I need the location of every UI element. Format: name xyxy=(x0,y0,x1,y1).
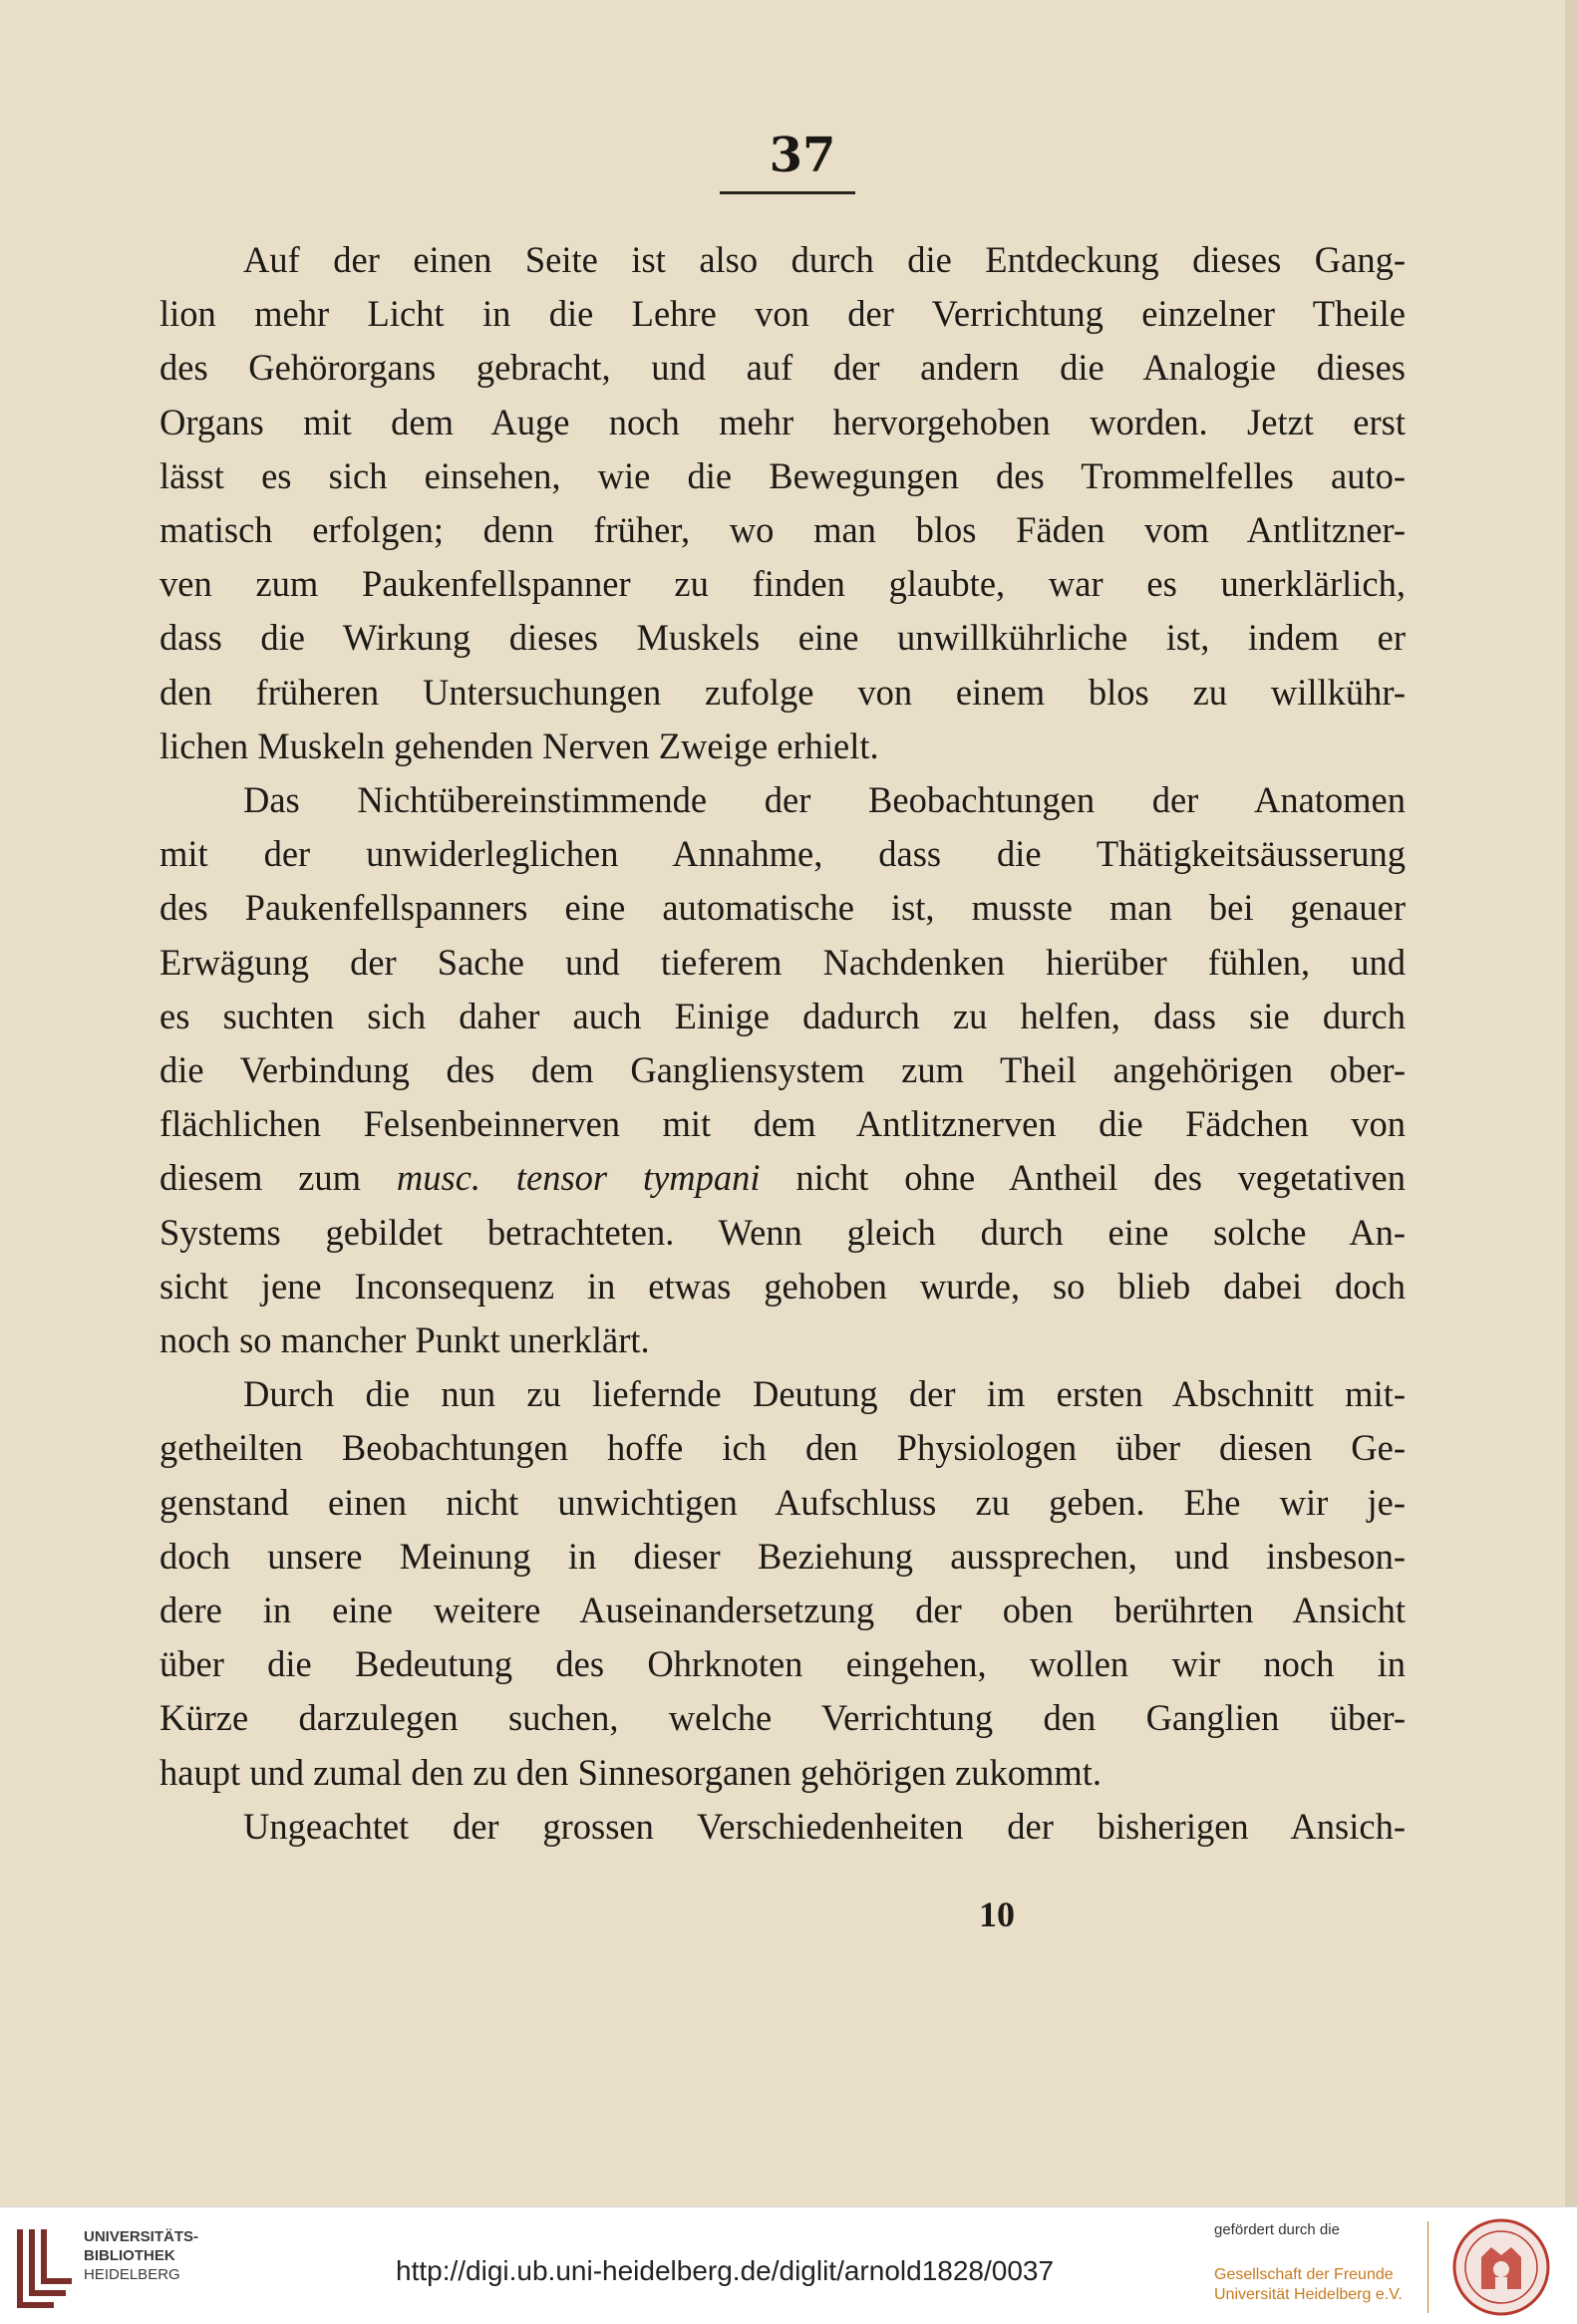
text-line: noch so mancher Punkt unerklärt. xyxy=(159,1319,650,1361)
text-segment: diesem zum xyxy=(159,1157,397,1199)
page-number: 37 xyxy=(769,128,836,183)
text-line: des Gehörorgans gebracht, und auf der andern die Analogie dieses xyxy=(159,347,1406,389)
text-line: es suchten sich daher auch Einige dadurch zu helfen, dass sie durch xyxy=(159,995,1406,1036)
text-segment: nicht ohne Antheil des vegetativen xyxy=(760,1157,1407,1199)
page-edge xyxy=(1565,0,1577,2206)
signature-mark: 10 xyxy=(979,1894,1015,1934)
text-line: die Verbindung des dem Gangliensystem zum Theil angehörigen ober- xyxy=(159,1049,1406,1091)
text-line: lässt es sich einsehen, wie die Bewegungen des Trommelfelles auto- xyxy=(159,454,1406,496)
text-line: genstand einen nicht unwichtigen Aufschluss zu geben. Ehe wir je- xyxy=(159,1481,1406,1523)
text-line: des Paukenfellspanners eine automatische ist, musste man bei genauer xyxy=(159,887,1406,929)
text-line: matisch erfolgen; denn früher, wo man blos Fäden vom Antlitzner- xyxy=(159,509,1406,551)
text-line: Organs mit dem Auge noch mehr hervorgehoben worden. Jetzt erst xyxy=(159,401,1406,442)
header-rule xyxy=(720,191,855,194)
text-line: ven zum Paukenfellspanner zu finden glaubte, war es unerklärlich, xyxy=(159,563,1406,605)
paragraph-2 xyxy=(159,773,1406,1367)
text-line: getheilten Beobachtungen hoffe ich den Physiologen über diesen Ge- xyxy=(159,1427,1406,1469)
text-line: über die Bedeutung des Ohrknoten eingehen, wollen wir noch in xyxy=(159,1643,1406,1685)
text-line: dere in eine weitere Auseinandersetzung der oben berührten Ansicht xyxy=(159,1590,1406,1631)
permalink-url[interactable]: http://digi.ub.uni-heidelberg.de/diglit/arnold1828/0037 xyxy=(396,2255,1055,2286)
library-name-line: UNIVERSITÄTS- xyxy=(84,2228,199,2245)
text-line: doch unsere Meinung in dieser Beziehung aussprechen, und insbeson- xyxy=(159,1535,1406,1577)
text-line: Das Nichtübereinstimmende der Beobachtungen der Anatomen xyxy=(243,779,1406,821)
paragraph-3 xyxy=(159,1367,1406,1800)
sponsor-name xyxy=(1214,2265,1403,2305)
text-line: haupt und zumal den zu den Sinnesorganen gehörigen zukommt. xyxy=(159,1751,1103,1793)
library-name xyxy=(84,2227,198,2284)
body-text xyxy=(159,233,1406,1854)
sponsor-name-line: Gesellschaft der Freunde xyxy=(1214,2266,1394,2283)
sponsor-divider xyxy=(1427,2221,1428,2313)
text-line: Ungeachtet der grossen Verschiedenheiten der bisherigen Ansich- xyxy=(243,1805,1406,1847)
paragraph-1 xyxy=(159,233,1406,773)
text-line: flächlichen Felsenbeinnerven mit dem Antlitznerven die Fädchen von xyxy=(159,1103,1406,1145)
text-line: mit der unwiderleglichen Annahme, dass die Thätigkeitsäusserung xyxy=(159,833,1406,875)
text-line: dass die Wirkung dieses Muskels eine unwillkührliche ist, indem er xyxy=(159,617,1406,659)
library-name-line: HEIDELBERG xyxy=(84,2266,180,2283)
sponsor-intro: gefördert durch die xyxy=(1214,2221,1340,2238)
paragraph-4 xyxy=(159,1800,1406,1854)
italic-latin-term: musc. tensor tympani xyxy=(396,1157,761,1199)
library-logo-icon xyxy=(14,2221,78,2311)
text-line: Durch die nun zu liefernde Deutung der im ersten Abschnitt mit- xyxy=(243,1373,1406,1415)
library-name-line: BIBLIOTHEK xyxy=(84,2247,175,2264)
text-line-with-italic xyxy=(159,1151,1406,1205)
sponsor-name-line: Universität Heidelberg e.V. xyxy=(1214,2286,1403,2303)
text-line: sicht jene Inconsequenz in etwas gehoben wurde, so blieb dabei doch xyxy=(159,1265,1406,1307)
text-line: lion mehr Licht in die Lehre von der Verrichtung einzelner Theile xyxy=(159,293,1406,335)
university-seal-icon xyxy=(1451,2217,1551,2317)
text-line: Auf der einen Seite ist also durch die Entdeckung dieses Gang- xyxy=(243,239,1406,280)
footer-bar xyxy=(0,2206,1577,2324)
text-line: Erwägung der Sache und tieferem Nachdenken hierüber fühlen, und xyxy=(159,941,1406,983)
text-line: lichen Muskeln gehenden Nerven Zweige erhielt. xyxy=(159,725,879,766)
text-line: Kürze darzulegen suchen, welche Verrichtung den Ganglien über- xyxy=(159,1697,1406,1739)
text-line: den früheren Untersuchungen zufolge von einem blos zu willkühr- xyxy=(159,671,1406,713)
text-line: Systems gebildet betrachteten. Wenn gleich durch eine solche An- xyxy=(159,1211,1406,1253)
